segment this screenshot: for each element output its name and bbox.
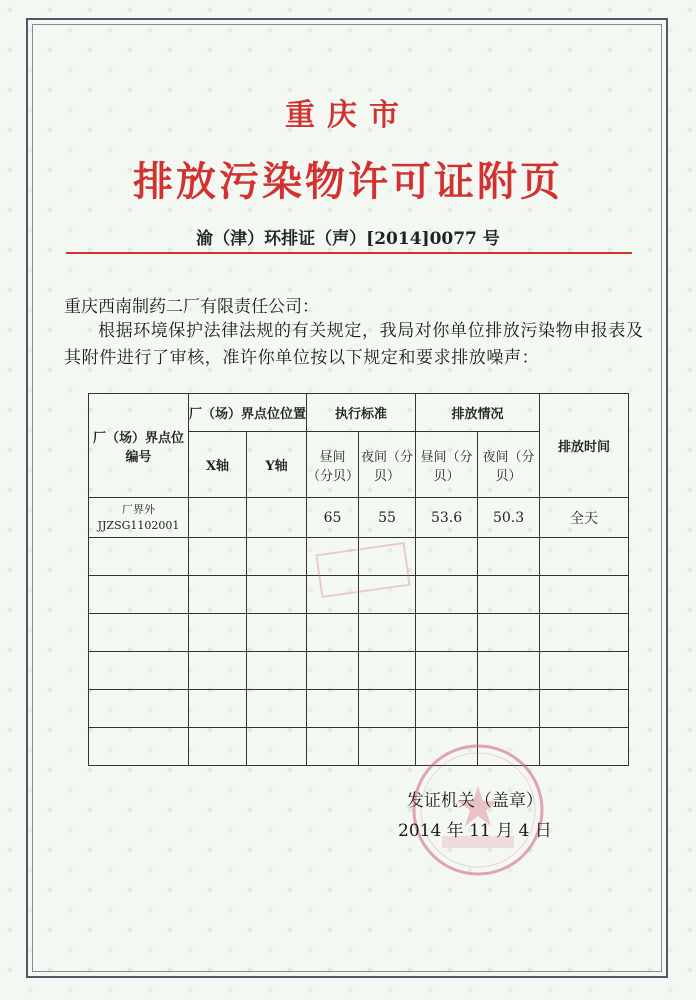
issuer-block [398,786,552,846]
header-x-axis: X轴 [189,432,247,498]
cell-emit-night: 50.3 [478,498,540,538]
addressee: 重庆西南制药二厂有限责任公司： [64,297,319,317]
letter-body: 根据环境保护法律法规的有关规定，我局对你单位排放污染物申报表及其附件进行了审核，准许你单位按以下规定和要求排放噪声： [64,321,644,368]
header-std-night: 夜间（分贝） [359,432,416,498]
city-title: 重庆市 [285,98,411,133]
header-time: 排放时间 [540,394,629,498]
cell-std-night: 55 [359,498,416,538]
table-row-empty [89,652,629,690]
table-row-empty [89,614,629,652]
header-position: 厂（场）界点位位置 [189,394,307,432]
document-title: 排放污染物许可证附页 [133,158,563,205]
permit-number: 渝（津）环排证（声）[2014]0077 号 [196,229,500,249]
cell-point-code [89,498,189,538]
header-emit-day: 昼间（分贝） [416,432,478,498]
header-point-code: 厂（场）界点位编号 [89,394,189,498]
table-row [89,498,629,538]
point-code: JJZSG1102001 [97,518,180,532]
cell-y [247,498,307,538]
header-emission: 排放情况 [416,394,540,432]
issue-date: 2014 年 11 月 4 日 [398,821,552,841]
title-divider [66,252,632,254]
cell-emit-day: 53.6 [416,498,478,538]
cell-time: 全天 [540,498,629,538]
header-std-day: 昼间（分贝） [307,432,359,498]
header-y-axis: Y轴 [247,432,307,498]
cell-x [189,498,247,538]
table-row-empty [89,690,629,728]
issuer-label: 发证机关（盖章） [406,791,543,811]
cell-std-day: 65 [307,498,359,538]
header-emit-night: 夜间（分贝） [478,432,540,498]
header-standard: 执行标准 [307,394,416,432]
point-location: 厂界外 [122,502,155,516]
